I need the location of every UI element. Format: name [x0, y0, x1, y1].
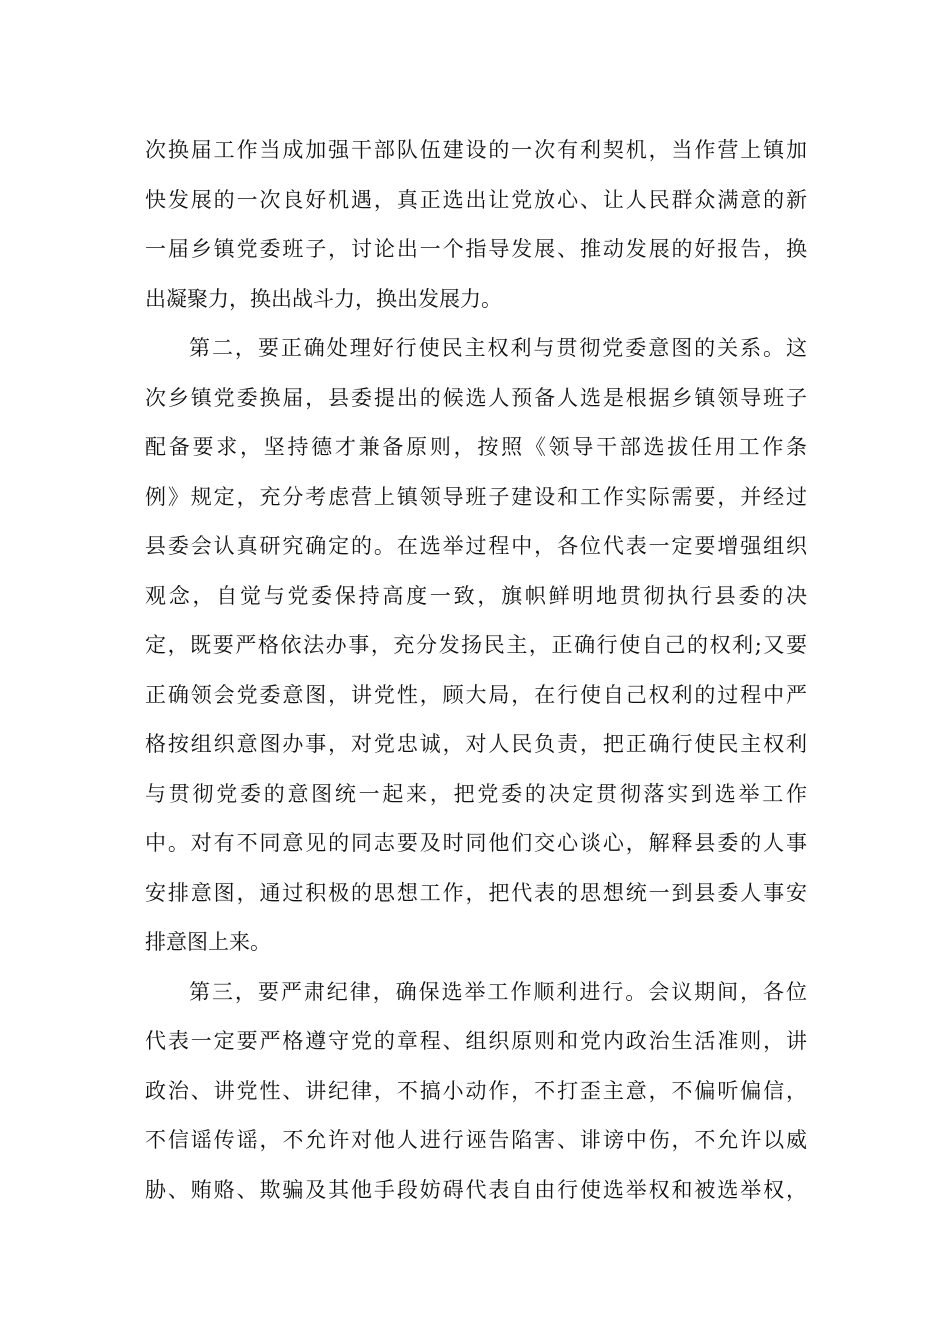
text-line: 排意图上来。 [145, 930, 271, 954]
paragraph-3 [145, 968, 807, 1216]
text-line: 观念，自觉与党委保持高度一致，旗帜鲜明地贯彻执行县委的决 [145, 583, 807, 608]
text-line: 出凝聚力，换出战斗力，换出发展力。 [145, 286, 502, 311]
text-line: 不信谣传谣，不允许对他人进行诬告陷害、诽谤中伤，不允许以威 [145, 1128, 807, 1152]
text-line: 例》规定，充分考虑营上镇领导班子建设和工作实际需要，并经过 [145, 484, 807, 509]
paragraph-1 [145, 126, 807, 324]
text-line: 一届乡镇党委班子，讨论出一个指导发展、推动发展的好报告，换 [145, 237, 807, 261]
paragraph-2 [145, 324, 807, 968]
text-line: 定，既要严格依法办事，充分发扬民主，正确行使自己的权利;又要 [145, 633, 807, 657]
text-line: 胁、贿赂、欺骗及其他手段妨碍代表自由行使选举权和被选举权， [145, 1177, 807, 1202]
document-body [145, 126, 807, 1215]
text-line: 安排意图，通过积极的思想工作，把代表的思想统一到县委人事安 [145, 880, 807, 905]
text-line: 代表一定要严格遵守党的章程、组织原则和党内政治生活准则，讲 [145, 1029, 807, 1053]
text-line: 第二，要正确处理好行使民主权利与贯彻党委意图的关系。这 [189, 336, 807, 360]
text-line: 配备要求，坚持德才兼备原则，按照《领导干部选拔任用工作条 [145, 435, 807, 459]
text-line: 与贯彻党委的意图统一起来，把党委的决定贯彻落实到选举工作 [145, 781, 807, 806]
text-line: 正确领会党委意图，讲党性，顾大局，在行使自己权利的过程中严 [145, 682, 807, 707]
text-line: 快发展的一次良好机遇，真正选出让党放心、让人民群众满意的新 [145, 187, 807, 212]
text-line: 次乡镇党委换届，县委提出的候选人预备人选是根据乡镇领导班子 [145, 385, 807, 410]
text-line: 县委会认真研究确定的。在选举过程中，各位代表一定要增强组织 [145, 534, 807, 558]
text-line: 格按组织意图办事，对党忠诚，对人民负责，把正确行使民主权利 [145, 732, 807, 756]
text-line: 第三，要严肃纪律，确保选举工作顺利进行。会议期间，各位 [189, 979, 807, 1004]
text-line: 中。对有不同意见的同志要及时同他们交心谈心，解释县委的人事 [145, 831, 807, 855]
text-line: 政治、讲党性、讲纪律，不搞小动作，不打歪主意，不偏听偏信， [145, 1078, 807, 1103]
text-line: 次换届工作当成加强干部队伍建设的一次有利契机，当作营上镇加 [145, 138, 807, 162]
